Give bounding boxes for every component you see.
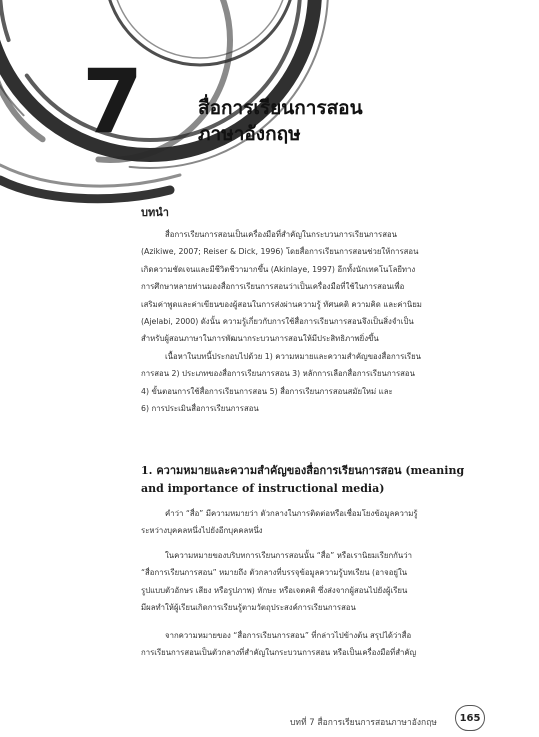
text-line: การศึกษาหลายท่านมองสื่อการเรียนการสอนว่าเป็นเครื่องมือที่ใช้ในการสอนเพื่อ [141,282,405,292]
text-line: 4) ขั้นตอนการใช้สื่อการเรียนการสอน 5) สื่อการเรียนการสอนสมัยใหม่ และ [141,386,393,396]
text-line: “สื่อการเรียนการสอน” หมายถึง ตัวกลางที่บรรจุข้อมูลความรู้บทเรียน (อาจอยู่ใน [141,568,408,578]
text-line: (Azikiwe, 2007; Reiser & Dick, 1996) โดยสื่อการเรียนการสอนช่วยให้การสอน [141,247,419,257]
intro-heading: บทนำ [141,206,169,219]
text-line: สื่อการเรียนการสอนเป็นเครื่องมือที่สำคัญในกระบวนการเรียนการสอน [165,230,397,239]
text-line: ระหว่างบุคคลหนึ่งไปยังอีกบุคคลหนึ่ง [141,526,263,536]
text-line: เกิดความชัดเจนและมีชีวิตชีวามากขึ้น (Akinlaye, 1997) อีกทั้งนักเทคโนโลยีทาง [141,264,416,274]
text-line: เสริมค่าพูดและค่าเขียนของผู้สอนในการส่งผ่านความรู้ ทัศนคติ ความคิด และค่านิยม [141,299,422,309]
section-1-heading [141,462,491,498]
text-line: คำว่า “สื่อ” มีความหมายว่า ตัวกลางในการติดต่อหรือเชื่อมโยงข้อมูลความรู้ [165,509,418,518]
running-footer: บทที่ 7 สื่อการเรียนการสอนภาษาอังกฤษ [290,718,437,728]
text-line: จากความหมายของ “สื่อการเรียนการสอน” ที่กล่าวไปข้างต้น สรุปได้ว่าสื่อ [165,631,412,640]
chapter-number: 7 [82,50,144,153]
text-line: สำหรับผู้สอนภาษาในการพัฒนากระบวนการสอนให้มีประสิทธิภาพยิ่งขึ้น [141,334,379,344]
chapter-title [198,95,363,147]
chapter-title-line: ภาษาอังกฤษ [198,123,301,145]
text-line: การเรียนการสอนเป็นตัวกลางที่สำคัญในกระบวนการสอน หรือเป็นเครื่องมือที่สำคัญ [141,648,417,658]
heading-line: and importance of instructional media) [141,482,385,495]
text-line: มีผลทำให้ผู้เรียนเกิดการเรียนรู้ตามวัตถุประสงค์การเรียนการสอน [141,603,356,613]
heading-line: 1. ความหมายและความสำคัญของสื่อการเรียนการสอน (meaning [141,464,465,477]
text-line: การสอน 2) ประเภทของสื่อการเรียนการสอน 3) หลักการเลือกสื่อการเรียนการสอน [141,369,415,379]
page-number: 165 [455,705,485,731]
section-1-paragraph-3 [141,627,484,662]
text-line: รูปแบบตัวอักษร เสียง หรือรูปภาพ) ทักษะ หรือเจตคติ ซึ่งส่งจากผู้สอนไปยังผู้เรียน [141,585,408,595]
section-1-paragraph-2 [141,547,484,617]
text-line: ในความหมายของบริบทการเรียนการสอนนั้น “สื่อ” หรือเรานิยมเรียกกันว่า [165,551,412,560]
section-1-paragraph-1 [141,505,484,540]
text-line: เนื้อหาในบทนี้ประกอบไปด้วย 1) ความหมายและความสำคัญของสื่อการเรียน [165,352,422,361]
text-line: (Ajelabi, 2000) ดังนั้น ความรู้เกี่ยวกับการใช้สื่อการเรียนการสอนจึงเป็นสิ่งจำเป็น [141,317,414,327]
intro-paragraph-1 [141,226,484,348]
chapter-title-line: สื่อการเรียนการสอน [198,97,363,119]
intro-paragraph-2 [141,348,484,418]
text-line: 6) การประเมินสื่อการเรียนการสอน [141,404,259,414]
